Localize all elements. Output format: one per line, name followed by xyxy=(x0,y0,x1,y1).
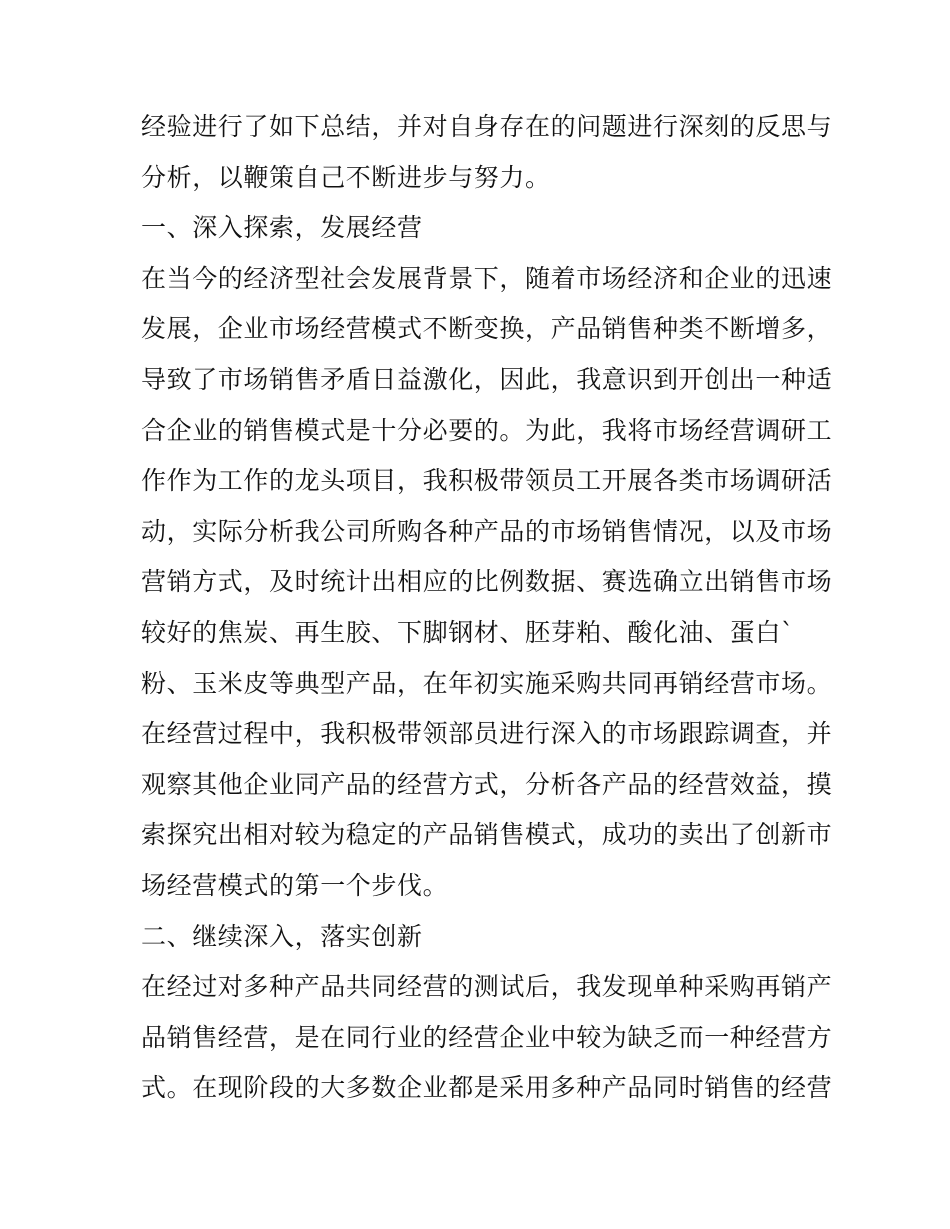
body-line: 较好的焦炭、再生胶、下脚钢材、胚芽粕、酸化油、蛋白` xyxy=(141,617,795,647)
body-line: 在经营过程中，我积极带领部员进行深入的市场跟踪调查，并 xyxy=(141,719,833,749)
document-body xyxy=(141,102,831,1114)
body-line: 在经过对多种产品共同经营的测试后，我发现单种采购再销产 xyxy=(141,972,833,1002)
section-heading-1: 一、深入探索，发展经营 xyxy=(141,213,423,243)
body-line: 动，实际分析我公司所购各种产品的市场销售情况，以及市场 xyxy=(141,516,833,546)
body-line: 合企业的销售模式是十分必要的。为此，我将市场经营调研工 xyxy=(141,415,833,445)
body-line: 作作为工作的龙头项目，我积极带领员工开展各类市场调研活 xyxy=(141,466,833,496)
body-line: 粉、玉米皮等典型产品，在年初实施采购共同再销经营市场。 xyxy=(141,668,833,698)
body-line: 品销售经营，是在同行业的经营企业中较为缺乏而一种经营方 xyxy=(141,1022,833,1052)
body-line: 在当今的经济型社会发展背景下，随着市场经济和企业的迅速 xyxy=(141,263,833,293)
section-heading-2: 二、继续深入，落实创新 xyxy=(141,921,423,951)
body-line: 式。在现阶段的大多数企业都是采用多种产品同时销售的经营 xyxy=(141,1073,833,1103)
body-line: 发展，企业市场经营模式不断变换，产品销售种类不断增多， xyxy=(141,314,833,344)
body-line: 场经营模式的第一个步伐。 xyxy=(141,870,449,900)
body-line: 导致了市场销售矛盾日益激化，因此，我意识到开创出一种适 xyxy=(141,364,833,394)
body-line: 经验进行了如下总结，并对自身存在的问题进行深刻的反思与 xyxy=(141,112,833,141)
body-line: 分析，以鞭策自己不断进步与努力。 xyxy=(141,162,551,192)
body-line: 观察其他企业同产品的经营方式，分析各产品的经营效益，摸 xyxy=(141,769,833,799)
body-line: 索探究出相对较为稳定的产品销售模式，成功的卖出了创新市 xyxy=(141,820,833,850)
body-line: 营销方式，及时统计出相应的比例数据、赛选确立出销售市场 xyxy=(141,567,833,597)
